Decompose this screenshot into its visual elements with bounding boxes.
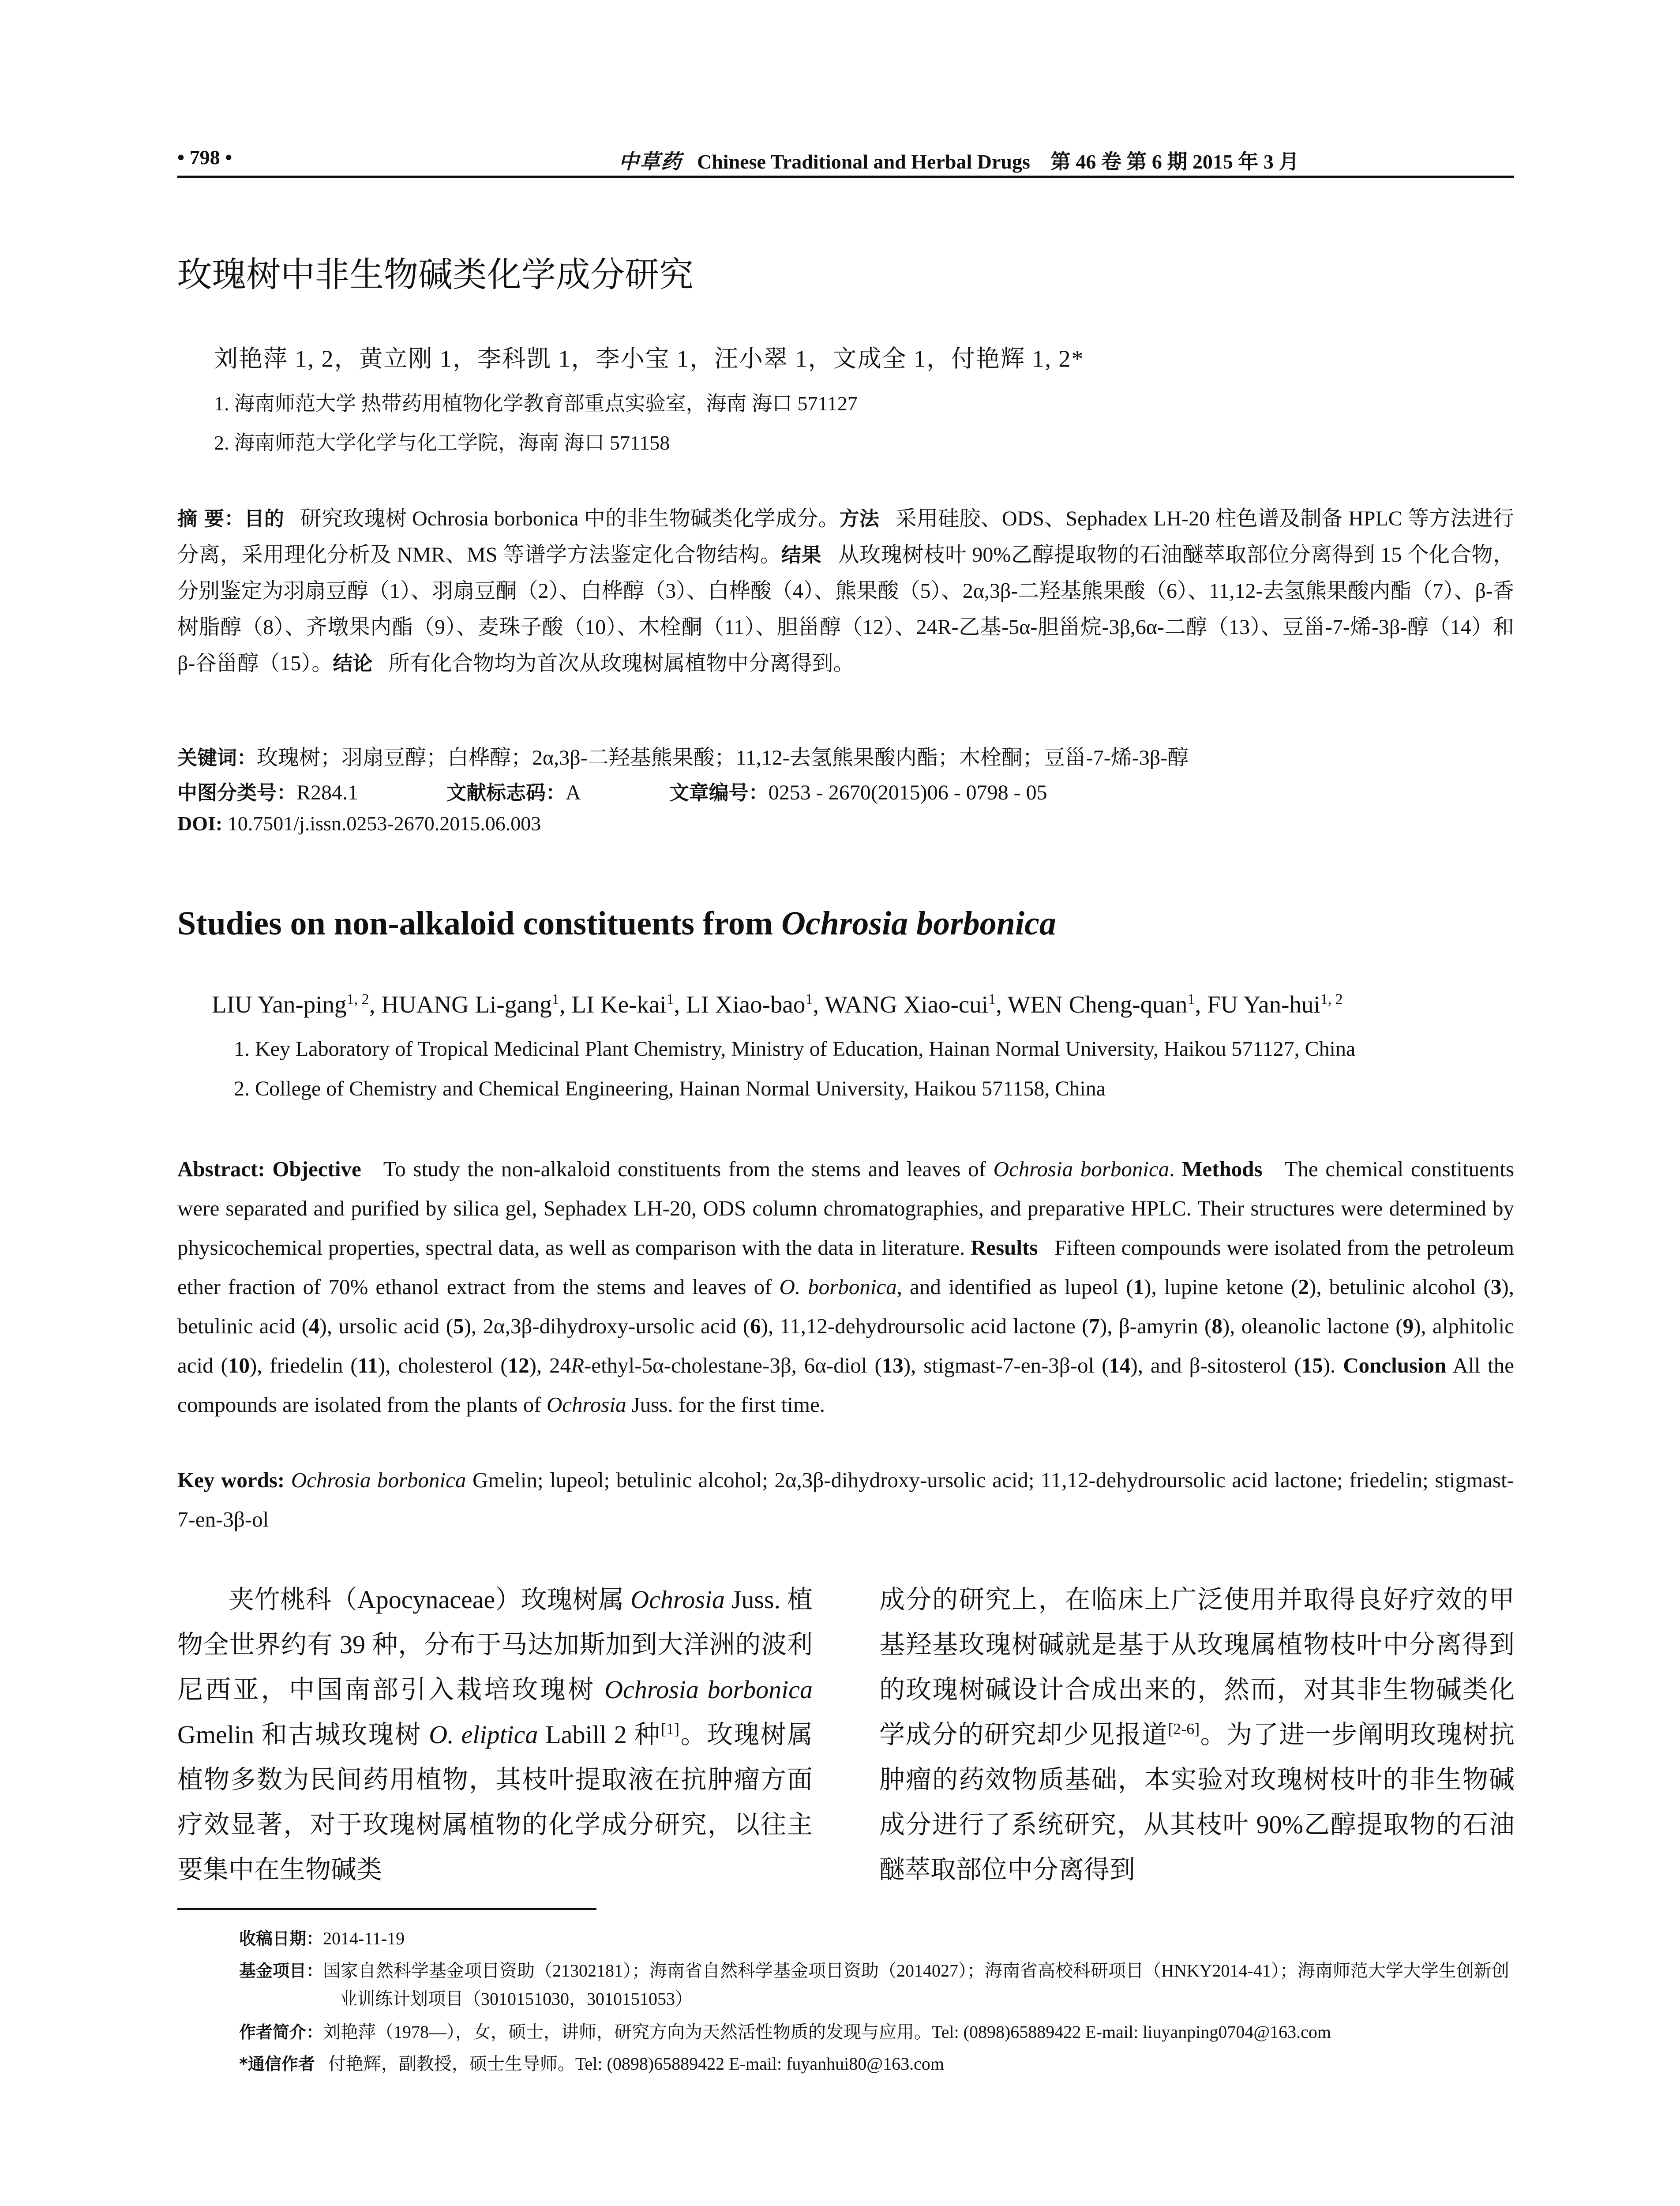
journal-info: [619, 146, 1299, 175]
en-methods-label: Methods: [1182, 1157, 1263, 1181]
cn-title: 玫瑰树中非生物碱类化学成分研究: [177, 255, 694, 295]
en-affiliation-1: 1. Key Laboratory of Tropical Medicinal Plant Chemistry, Ministry of Education, Hainan Normal University, Haikou 571127, China: [234, 1037, 1356, 1061]
footnote-rule: [177, 1908, 596, 1910]
clc-label: 中图分类号：: [177, 781, 297, 804]
cn-authors: 刘艳萍 1, 2，黄立刚 1，李科凯 1，李小宝 1，汪小翠 1，文成全 1，付艳辉 1, 2*: [214, 345, 1084, 372]
journal-name-cn: 中草药: [619, 150, 682, 173]
clc-value: R284.1: [296, 781, 359, 804]
cn-conclusion: 所有化合物均为首次从玫瑰树属植物中分离得到。: [388, 652, 855, 675]
en-conclusion: All the compounds are isolated from the plants of Ochrosia Juss. for the first time.: [177, 1353, 1515, 1417]
doi-value: 10.7501/j.issn.0253-2670.2015.06.003: [227, 812, 541, 835]
body-column-right: 成分的研究上，在临床上广泛使用并取得良好疗效的甲基羟基玫瑰树碱就是基于从玫瑰属植物枝叶中分离得到的玫瑰树碱设计合成出来的，然而，对其非生物碱类化学成分的研究却少见报道[2-6]。为了进一步阐明玫瑰树抗肿瘤的药效物质基础，本实验对玫瑰树枝叶的非生物碱成分进行了系统研究，从其枝叶 90%乙醇提取物的石油醚萃取部位中分离得到: [879, 1585, 1515, 1884]
doi-line: [177, 812, 541, 835]
received-label: 收稿日期：: [239, 1929, 323, 1948]
cn-methods-label: 方法: [839, 507, 880, 530]
header-rule: [177, 176, 1514, 178]
running-header: [177, 142, 1514, 173]
cn-objective-label: 目的: [244, 507, 285, 530]
cn-keywords-text: 玫瑰树；羽扇豆醇；白桦醇；2α,3β-二羟基熊果酸；11,12-去氢熊果酸内酯；木栓酮；豆甾-7-烯-3β-醇: [257, 746, 1189, 769]
en-title: Studies on non-alkaloid constituents from Ochrosia borbonica: [177, 905, 1056, 942]
cn-keywords-label: 关键词：: [177, 746, 257, 769]
cn-classification-line: [177, 777, 1514, 805]
cn-abstract: [177, 501, 1514, 682]
cn-affiliation-1: 1. 海南师范大学 热带药用植物化学教育部重点实验室，海南 海口 571127: [214, 392, 858, 415]
en-results-label: Results: [970, 1235, 1038, 1260]
cn-affiliation-2: 2. 海南师范大学化学与化工学院，海南 海口 571158: [214, 431, 670, 454]
en-affiliation-2: 2. College of Chemistry and Chemical Engineering, Hainan Normal University, Haikou 571158, China: [234, 1077, 1106, 1100]
author-text: 刘艳萍（1978—），女，硕士，讲师，研究方向为天然活性物质的发现与应用。Tel: (0898)65889422 E-mail: liuyanping0704@163.com: [323, 2022, 1331, 2042]
en-results: Fifteen compounds were isolated from the petroleum ether fraction of 70% ethanol extract from the stems and leaves of O. borbonica, and identified as lupeol (1), lupine ketone (2), betulinic alcohol (3), betulinic acid (4), ursolic acid (5), 2α,3β-dihydroxy-ursolic acid (6), 11,12-dehydroursolic acid lactone (7), β-amyrin (8), oleanolic lactone (9), alphitolic acid (10), friedelin (11), cholesterol (12), 24R-ethyl-5α-cholestane-3β, 6α-diol (13), stigmast-7-en-3β-ol (14), and β-sitosterol (15).: [177, 1235, 1515, 1377]
en-methods: The chemical constituents were separated and purified by silica gel, Sephadex LH-20, ODS column chromatographies, and preparative HPLC. Their structures were determined by physicochemical properties, spectral data, as well as comparison with the data in literature.: [177, 1157, 1515, 1260]
en-keywords: [177, 1460, 1514, 1539]
cn-abstract-label: 摘 要：: [177, 507, 244, 530]
article-no-label: 文章编号：: [669, 781, 769, 804]
received-date: 2014-11-19: [323, 1928, 405, 1948]
fund-text: 国家自然科学基金项目资助（21302181）；海南省自然科学基金项目资助（2014027）；海南省高校科研项目（HNKY2014-41）；海南师范大学大学生创新创业训练计划项目（3010151030，3010151053）: [323, 1961, 1509, 2009]
en-objective: To study the non-alkaloid constituents from the stems and leaves of Ochrosia borbonica.: [383, 1157, 1175, 1181]
footnote-corresponding: [239, 2050, 944, 2078]
article-no-value: 0253 - 2670(2015)06 - 0798 - 05: [768, 781, 1047, 804]
body-column-left: 夹竹桃科（Apocynaceae）玫瑰树属 Ochrosia Juss. 植物全世界约有 39 种，分布于马达加斯加到大洋洲的波利尼西亚，中国南部引入栽培玫瑰树 Ochrosia borbonica Gmelin 和古城玫瑰树 O. eliptica Labill 2 种[1]。玫瑰树属植物多数为民间药用植物，其枝叶提取液在抗肿瘤方面疗效显著，对于玫瑰树属植物的化学成分研究，以往主要集中在生物碱类: [177, 1585, 813, 1884]
issue-info: 第 46 卷 第 6 期 2015 年 3 月: [1050, 150, 1299, 173]
page-number: • 798 •: [177, 146, 232, 169]
cn-conclusion-label: 结论: [333, 652, 373, 675]
en-objective-label: Objective: [272, 1157, 361, 1181]
en-abstract-label: Abstract:: [177, 1157, 265, 1181]
footnote-received: [239, 1925, 405, 1953]
footnote-author: [239, 2018, 1331, 2046]
doi-label: DOI:: [177, 812, 223, 835]
journal-name-en: Chinese Traditional and Herbal Drugs: [697, 150, 1030, 173]
cn-methods: 采用硅胶、ODS、Sephadex LH-20 柱色谱及制备 HPLC 等方法进行分离，采用理化分析及 NMR、MS 等谱学方法鉴定化合物结构。: [177, 507, 1514, 567]
en-authors: LIU Yan-ping$^{1, 2}$, HUANG Li-gang$^1$, LI Ke-kai$^1$, LI Xiao-bao$^1$, WANG Xiao-cui$^1$, WEN Cheng-quan$^1$, FU Yan-hui$^{1, 2}$: [212, 991, 1343, 1018]
doc-code-value: A: [566, 781, 581, 804]
corresponding-label: *通信作者: [239, 2054, 315, 2074]
fund-label: 基金项目：: [239, 1961, 323, 1981]
doc-code-label: 文献标志码：: [446, 781, 566, 804]
en-abstract: [177, 1149, 1514, 1424]
en-conclusion-label: Conclusion: [1343, 1353, 1447, 1377]
en-keywords-text: Ochrosia borbonica Gmelin; lupeol; betulinic alcohol; 2α,3β-dihydroxy-ursolic acid; 11,12-dehydroursolic acid lactone; friedelin; stigmast-7-en-3β-ol: [177, 1468, 1515, 1531]
cn-keywords: [177, 740, 1514, 776]
corresponding-text: 付艳辉，副教授，硕士生导师。Tel: (0898)65889422 E-mail: fuyanhui80@163.com: [328, 2054, 944, 2074]
footnote-fund: [239, 1957, 1514, 2013]
cn-objective: 研究玫瑰树 Ochrosia borbonica 中的非生物碱类化学成分。: [300, 507, 840, 530]
en-keywords-label: Key words:: [177, 1468, 285, 1492]
author-label: 作者简介：: [239, 2022, 323, 2042]
cn-results: 从玫瑰树枝叶 90%乙醇提取物的石油醚萃取部位分离得到 15 个化合物，分别鉴定为羽扇豆醇（1）、羽扇豆酮（2）、白桦醇（3）、白桦酸（4）、熊果酸（5）、2α,3β-二羟基熊果酸（6）、11,12-去氢熊果酸内酯（7）、β-香树脂醇（8）、齐墩果内酯（9）、麦珠子酸（10）、木栓酮（11）、胆甾醇（12）、24R-乙基-5α-胆甾烷-3β,6α-二醇（13）、豆甾-7-烯-3β-醇（14）和 β-谷甾醇（15）。: [177, 543, 1514, 675]
cn-results-label: 结果: [781, 543, 822, 567]
